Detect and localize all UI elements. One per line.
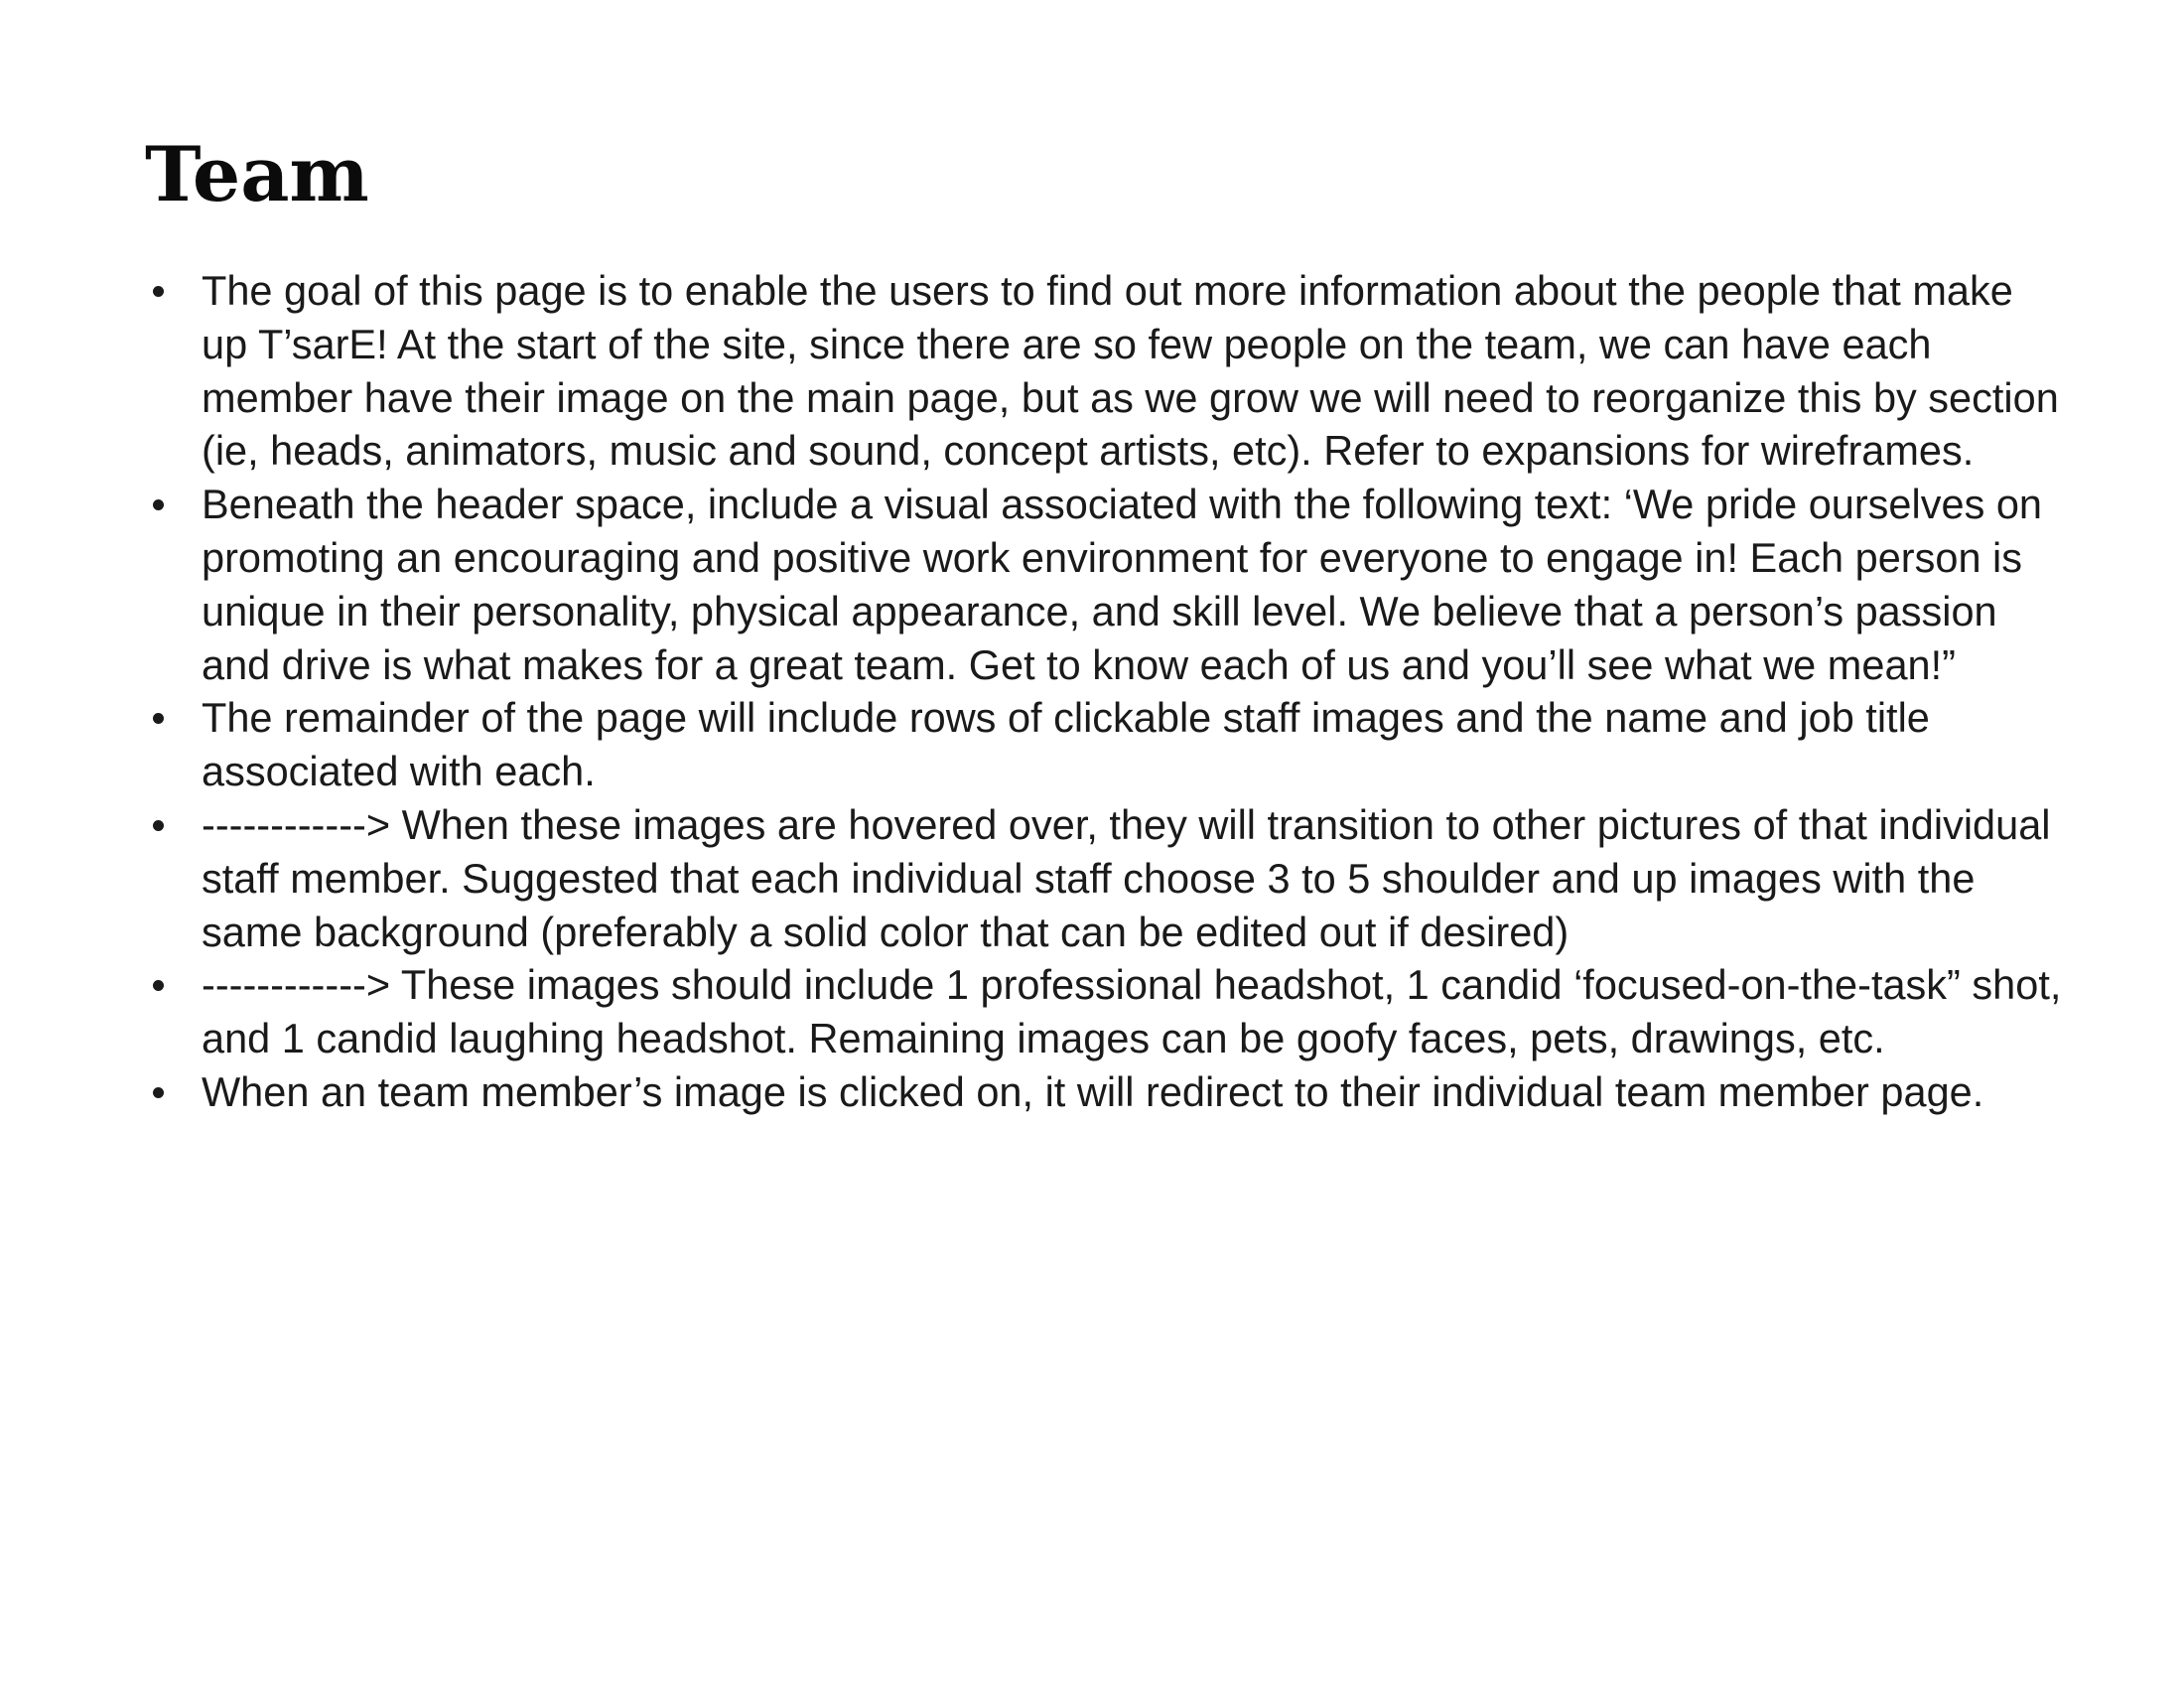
bullet-text: The goal of this page is to enable the users to find out more information about the people that make up T’sarE! At the start of the site, since there are so few people on the team, we can have each member have their image on the main page, but as we grow we will need to reorganize this by section (ie, heads, animators, music and sound, concept artists, etc). Refer to expansions for wireframes. (202, 267, 2059, 475)
bullet-item-click-redirect (149, 1065, 2065, 1119)
bullet-dot-icon (153, 980, 164, 991)
bullet-item-header-visual (149, 478, 2065, 691)
bullet-list (149, 264, 2065, 1119)
bullet-dot-icon (153, 1087, 164, 1098)
bullet-text: ------------> These images should include 1 professional headshot, 1 candid ‘focused-on-the-task” shot, and 1 candid laughing headshot. Remaining images can be goofy faces, pets, drawings, etc. (202, 961, 2062, 1062)
bullet-dot-icon (153, 713, 164, 724)
bullet-text: Beneath the header space, include a visual associated with the following text: ‘We pride ourselves on promoting an encouraging and positive work environment for everyone to engage in! Each person is unique in their personality, physical appearance, and skill level. We believe that a person’s passion and drive is what makes for a great team. Get to know each of us and you’ll see what we mean!” (202, 481, 2043, 688)
bullet-dot-icon (153, 499, 164, 510)
page-title: Team (145, 130, 369, 218)
bullet-dot-icon (153, 286, 164, 297)
bullet-text: When an team member’s image is clicked on, it will redirect to their individual team member page. (202, 1067, 1984, 1115)
bullet-text: ------------> When these images are hovered over, they will transition to other pictures of that individual staff member. Suggested that each individual staff choose 3 to 5 shoulder and up images with the same background (preferably a solid color that can be edited out if desired) (202, 800, 2051, 955)
bullet-item-hover-transition (149, 798, 2065, 958)
bullet-dot-icon (153, 820, 164, 831)
bullet-item-goal (149, 264, 2065, 478)
bullet-item-staff-rows (149, 691, 2065, 798)
bullet-item-image-types (149, 958, 2065, 1065)
bullet-text: The remainder of the page will include rows of clickable staff images and the name and job title associated with each. (202, 694, 1930, 795)
